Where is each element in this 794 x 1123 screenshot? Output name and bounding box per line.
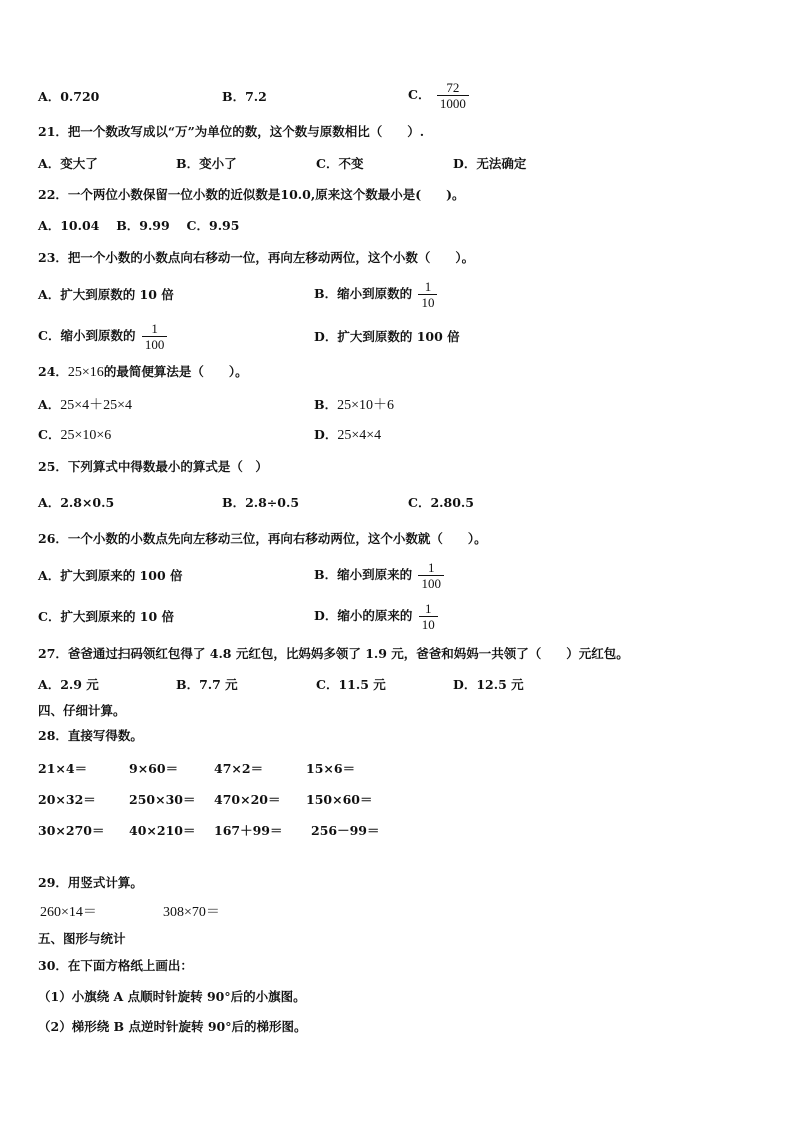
q24-option-d (314, 427, 381, 444)
q20-option-b: B．7.2 (222, 89, 267, 104)
q28-item: 30×270＝ (38, 823, 105, 838)
q30-sub-1: （1）小旗绕 A 点顺时针旋转 90°后的小旗图。 (38, 989, 306, 1004)
denominator: 100 (418, 575, 444, 591)
q24-option-a (38, 397, 132, 414)
expression: 25×4×4 (337, 428, 382, 443)
q30-sub-2: （2）梯形绕 B 点逆时针旋转 90°后的梯形图。 (38, 1019, 307, 1034)
q24-option-b (314, 397, 394, 414)
q23-option-b (314, 279, 437, 310)
q24-option-c (38, 427, 111, 444)
option-label: B．缩小到原数的 (314, 286, 413, 301)
q22-options: A．10.04 B．9.99 C．9.95 (38, 218, 240, 233)
q23-option-a: A．扩大到原数的 10 倍 (38, 287, 174, 302)
q25-option-b: B．2.8÷0.5 (222, 495, 300, 510)
q26-option-c: C．扩大到原来的 10 倍 (38, 609, 175, 624)
q25-stem: 25．下列算式中得数最小的算式是（ ） (38, 459, 268, 474)
q26-option-b (314, 560, 444, 591)
fraction (418, 279, 437, 310)
q28-item: 150×60＝ (306, 792, 373, 807)
stem-text: 的最简便算法是（ ）。 (103, 364, 248, 379)
q24-stem (38, 364, 248, 381)
q23-option-c (38, 321, 167, 352)
fraction (437, 80, 469, 111)
question-number: 24． (38, 364, 68, 379)
numerator: 72 (446, 80, 460, 95)
q20-option-c (408, 80, 469, 111)
q26-stem: 26．一个小数的小数点先向左移动三位，再向右移动两位，这个小数就（ ）。 (38, 531, 487, 546)
q28-item: 256－99＝ (311, 823, 380, 838)
expression: 25×4＋25×4 (60, 398, 132, 413)
q20-option-a: A．0.720 (38, 89, 100, 104)
q27-option-d: D．12.5 元 (453, 677, 524, 692)
q21-option-b: B．变小了 (176, 156, 237, 171)
section-4-heading: 四、仔细计算。 (38, 703, 126, 718)
fraction (142, 321, 168, 352)
q25-option-c: C．2.80.5 (408, 495, 474, 510)
q29-expression-1: 260×14＝ (40, 905, 97, 920)
numerator: 1 (151, 321, 158, 336)
numerator: 1 (427, 560, 435, 575)
q21-option-a: A．变大了 (38, 156, 98, 171)
q23-option-d: D．扩大到原数的 100 倍 (314, 329, 460, 344)
expression: 25×10×6 (60, 428, 112, 443)
denominator: 100 (142, 336, 168, 352)
option-label: B．缩小到原来的 (314, 567, 413, 582)
q27-stem: 27．爸爸通过扫码领红包得了 4.8 元红包，比妈妈多领了 1.9 元，爸爸和妈妈一共领了（ ）元红包。 (38, 646, 629, 661)
q26-option-a: A．扩大到原来的 100 倍 (38, 568, 183, 583)
q29-stem: 29．用竖式计算。 (38, 875, 143, 890)
denominator: 1000 (437, 95, 469, 111)
option-label: A． (38, 397, 61, 412)
q28-item: 20×32＝ (38, 792, 96, 807)
q22-stem: 22．一个两位小数保留一位小数的近似数是10.0,原来这个数最小是( )。 (38, 187, 465, 202)
q28-stem: 28．直接写得数。 (38, 728, 143, 743)
q28-item: 250×30＝ (129, 792, 196, 807)
q28-item: 21×4＝ (38, 761, 88, 776)
q28-item: 9×60＝ (129, 761, 179, 776)
q28-item: 167＋99＝ (214, 823, 283, 838)
q21-option-d: D．无法确定 (453, 156, 527, 171)
denominator: 10 (418, 294, 437, 310)
q23-stem: 23．把一个小数的小数点向右移动一位，再向左移动两位，这个小数（ ）。 (38, 250, 475, 265)
numerator: 1 (424, 601, 432, 616)
option-label: D． (314, 427, 338, 442)
option-label: C．缩小到原数的 (38, 328, 136, 343)
q27-option-a: A．2.9 元 (38, 677, 99, 692)
fraction (419, 601, 438, 632)
q21-stem: 21．把一个数改写成以“万”为单位的数，这个数与原数相比（ ）. (38, 124, 425, 139)
section-5-heading: 五、图形与统计 (38, 931, 126, 946)
q28-item: 40×210＝ (129, 823, 196, 838)
option-label: B． (314, 397, 338, 412)
option-label: C． (38, 427, 61, 442)
expression: 25×10＋6 (337, 398, 394, 413)
q29-expression-2: 308×70＝ (163, 905, 220, 920)
option-label: D．缩小的原来的 (314, 608, 413, 623)
fraction (418, 560, 444, 591)
q27-option-b: B．7.7 元 (176, 677, 238, 692)
q26-option-d (314, 601, 438, 632)
q28-item: 15×6＝ (306, 761, 356, 776)
option-label: C． (408, 87, 431, 102)
numerator: 1 (424, 279, 432, 294)
q21-option-c: C．不变 (316, 156, 364, 171)
q28-item: 470×20＝ (214, 792, 281, 807)
expression: 25×16 (67, 365, 104, 380)
q30-stem: 30．在下面方格纸上画出： (38, 958, 193, 973)
denominator: 10 (419, 616, 438, 632)
q25-option-a: A．2.8×0.5 (38, 495, 115, 510)
q27-option-c: C．11.5 元 (316, 677, 386, 692)
q28-item: 47×2＝ (214, 761, 264, 776)
